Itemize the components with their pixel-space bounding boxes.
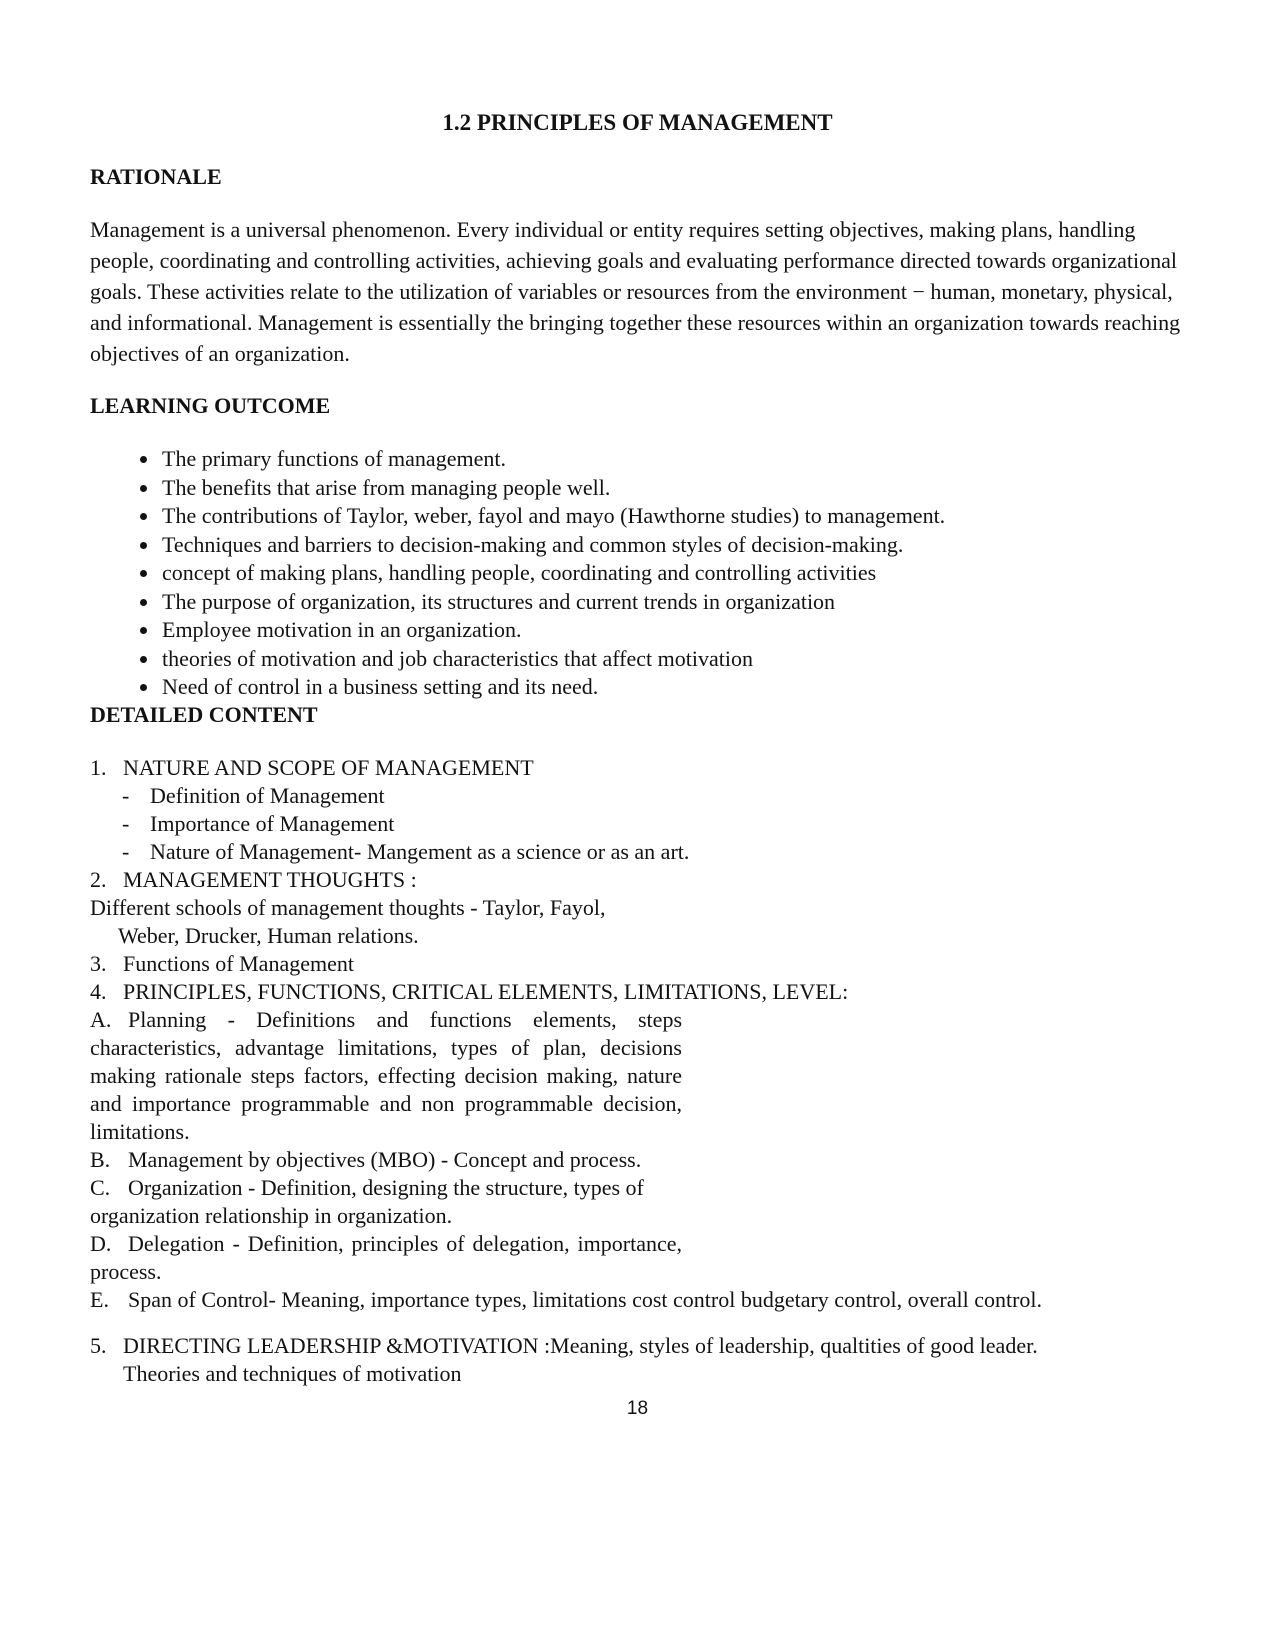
list-item: • theories of motivation and job characteristics that affect motivation	[160, 645, 1185, 674]
list-item: • The primary functions of management.	[160, 445, 1185, 474]
lettered-point	[90, 1006, 682, 1146]
detailed-content-list	[90, 754, 1185, 1388]
numbered-item-title	[90, 1332, 1185, 1360]
learning-outcome-list	[90, 445, 1185, 702]
sub-item-text: Definition of Management	[150, 782, 385, 808]
item-title-text: DIRECTING LEADERSHIP &MOTIVATION :Meaning, styles of leadership, qualtities of good leader.	[123, 1332, 1038, 1358]
numbered-item-title	[90, 866, 1185, 894]
dash-marker: -	[122, 810, 130, 836]
list-item: • The contributions of Taylor, weber, fayol and mayo (Hawthorne studies) to management.	[160, 502, 1185, 531]
point-text: Organization - Definition, designing the structure, types of organization relationship in organization.	[90, 1174, 644, 1228]
sub-item	[90, 810, 1185, 838]
point-text: Management by objectives (MBO) - Concept and process.	[128, 1146, 642, 1172]
item-title-text: MANAGEMENT THOUGHTS :	[123, 866, 417, 892]
item-body-line: Different schools of management thoughts - Taylor, Fayol,	[90, 894, 606, 920]
item-body-line: Theories and techniques of motivation	[123, 1360, 462, 1386]
sub-item-text: Nature of Management- Mangement as a science or as an art.	[150, 838, 690, 864]
lettered-point	[90, 1286, 1185, 1314]
list-item: • Employee motivation in an organization.	[160, 616, 1185, 645]
sub-item-text: Importance of Management	[150, 810, 395, 836]
page-number: 18	[626, 1398, 649, 1419]
numbered-item-title	[90, 754, 1185, 782]
point-text: Delegation - Definition, principles of delegation, importance, process.	[90, 1230, 682, 1284]
item-number: 2.	[90, 866, 107, 892]
list-item: • The purpose of organization, its structures and current trends in organization	[160, 588, 1185, 617]
rationale-paragraph: Management is a universal phenomenon. Every individual or entity requires setting objectives, making plans, handling people, coordinating and controlling activities, achieving goals and evaluating performance directed towards organizational goals. These activities relate to the utilization of variables or resources from the environment − human, monetary, physical, and informational. Management is essentially the bringing together these resources within an organization towards reaching objectives of an organization.	[90, 217, 1181, 366]
point-letter: A.	[90, 1006, 112, 1032]
item-number: 1.	[90, 754, 107, 780]
dash-marker: -	[122, 782, 130, 808]
list-item: • The benefits that arise from managing people well.	[160, 474, 1185, 503]
point-text: Span of Control- Meaning, importance types, limitations cost control budgetary control, overall control.	[128, 1286, 1043, 1312]
page-title: 1.2 PRINCIPLES OF MANAGEMENT	[442, 110, 833, 135]
item-number: 3.	[90, 950, 107, 976]
point-letter: E.	[90, 1286, 109, 1312]
numbered-item-title	[90, 950, 1185, 978]
list-item: • Techniques and barriers to decision-making and common styles of decision-making.	[160, 531, 1185, 560]
item-number: 4.	[90, 978, 107, 1004]
sub-item	[90, 838, 1185, 866]
item-title-text: NATURE AND SCOPE OF MANAGEMENT	[123, 754, 534, 780]
item-body-line: Weber, Drucker, Human relations.	[118, 922, 419, 948]
rationale-heading: RATIONALE	[90, 164, 222, 189]
item-title-text: PRINCIPLES, FUNCTIONS, CRITICAL ELEMENTS, LIMITATIONS, LEVEL:	[123, 978, 849, 1004]
lettered-point	[90, 1230, 682, 1286]
numbered-item-title	[90, 978, 1185, 1006]
learning-outcome-heading: LEARNING OUTCOME	[90, 393, 331, 418]
dash-marker: -	[122, 838, 130, 864]
point-letter: D.	[90, 1230, 112, 1256]
item-title-text: Functions of Management	[123, 950, 354, 976]
point-letter: B.	[90, 1146, 111, 1172]
item-number: 5.	[90, 1332, 107, 1358]
point-letter: C.	[90, 1174, 111, 1200]
point-text: Planning - Definitions and functions elements, steps characteristics, advantage limitations, types of plan, decisions making rationale steps factors, effecting decision making, nature and importance programmable and non programmable decision, limitations.	[90, 1006, 682, 1144]
sub-item	[90, 782, 1185, 810]
lettered-point	[90, 1174, 682, 1230]
list-item: • Need of control in a business setting and its need.	[160, 673, 1185, 702]
lettered-point	[90, 1146, 1185, 1174]
list-item: • concept of making plans, handling people, coordinating and controlling activities	[160, 559, 1185, 588]
detailed-content-heading: DETAILED CONTENT	[90, 701, 318, 727]
numbered-item	[90, 1332, 1185, 1388]
